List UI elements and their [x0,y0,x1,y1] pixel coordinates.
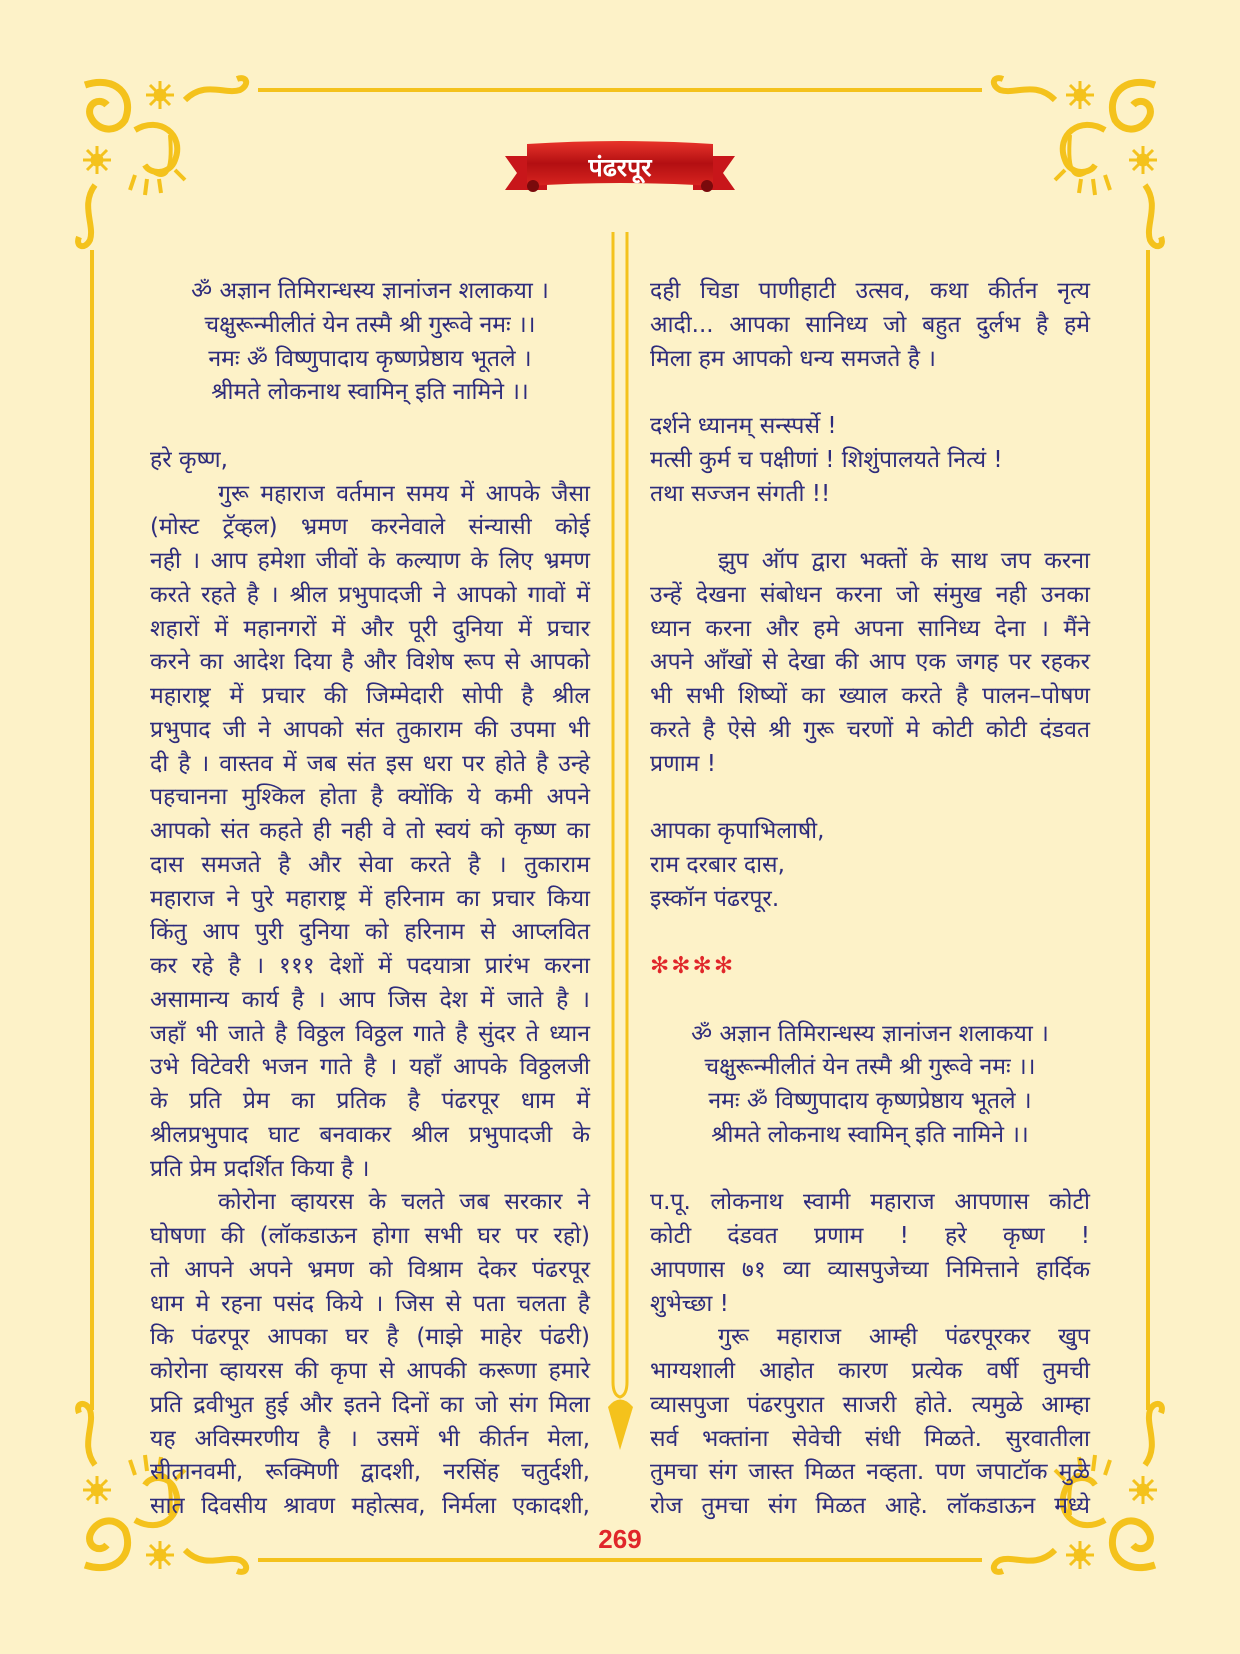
spacer [650,511,1090,545]
verse-block [650,1018,1090,1153]
paragraph [650,410,1090,511]
paragraph [650,545,1090,781]
text-line: ॐ अज्ञान तिमिरान्धस्य ज्ञानांजन शलाकया । [191,278,549,304]
text-line: गुरू महाराज वर्तमान समय में आपके जैसा [218,480,590,507]
text-line: ✻✻✻✻ [650,953,736,979]
text-line: पहचानना मुश्किल होता है क्योंकि ये कमी अपने [150,784,590,811]
text-line: नमः ॐ विष्णुपादाय कृष्णप्रेष्ठाय भूतले । [708,1088,1032,1114]
text-line: श्रीलप्रभुपाद घाट बनवाकर श्रील प्रभुपादजी के [150,1121,590,1148]
text-line: दास समजते है और सेवा करते है । तुकाराम [150,851,590,878]
text-line: नमः ॐ विष्णुपादाय कृष्णप्रेष्ठाय भूतले । [208,345,532,372]
text-line: महाराष्ट्र में प्रचार की जिम्मेदारी सोपी है श्रील [150,683,590,709]
text-line: जहाँ भी जाते है विठ्ठल विठ्ठल गाते है सुंदर ते ध्यान [150,1020,590,1047]
banner-title: पंढरपूर [588,153,652,182]
text-line: तुमचा संग जास्त मिळत नव्हता. पण जपाटॉक मुळे [650,1459,1090,1486]
text-line: तथा सज्जन संगती !! [650,480,831,507]
text-line: तो आपने अपने भ्रमण को विश्राम देकर पंढरपूर [150,1256,590,1283]
text-line: प्रति प्रेम प्रदर्शित किया है । [150,1155,370,1182]
text-line: नही । आप हमेशा जीवों के कल्याण के लिए भ्रमण [150,548,590,574]
text-line: श्रीमते लोकनाथ स्वामिन् इति नामिने ।। [211,379,529,406]
paragraph [650,275,1090,376]
text-line: झुप ऑप द्वारा भक्तों के साथ जप करना [718,548,1090,574]
text-line: गुरू महाराज आम्ही पंढरपूरकर खुप [718,1324,1090,1351]
text-line: असामान्य कार्य है । आप जिस देश में जाते है । [150,986,590,1013]
text-line: सीतानवमी, रूक्मिणी द्वादशी, नरसिंह चतुर्दशी, [150,1459,590,1486]
text-line: भाग्यशाली आहोत कारण प्रत्येक वर्षी तुमची [650,1358,1090,1384]
paragraph [650,1321,1090,1524]
text-line: अपने आँखों से देखा की आप एक जगह पर रहकर [650,649,1090,676]
text-line: राम दरबार दास, [650,851,785,878]
page-number: 269 [598,1524,642,1554]
corner-ornament-top-left [75,75,265,265]
text-line: मत्सी कुर्म च पक्षीणां ! शिशुंपालयते नित्यं ! [650,446,1003,473]
text-line: किंतु आप पुरी दुनिया को हरिनाम से आप्लवित [150,919,590,946]
text-line: शहारों में महानगरों में और पूरी दुनिया में प्रचार [150,615,590,642]
text-line: कोरोना व्हायरस के चलते जब सरकार ने [218,1189,590,1216]
verse-block [150,275,590,410]
text-line: के प्रति प्रेम का प्रतिक है पंढरपूर धाम में [150,1088,590,1114]
spacer [150,410,590,444]
text-line: श्रीमते लोकनाथ स्वामिन् इति नामिने ।। [711,1121,1029,1148]
text-line: प.पू. लोकनाथ स्वामी महाराज आपणास कोटी [650,1189,1090,1216]
title-banner [505,138,735,200]
paragraph [150,444,590,478]
text-line: चक्षुरून्मीलीतं येन तस्मै श्री गुरूवे नमः ।। [704,1054,1036,1081]
text-line: ॐ अज्ञान तिमिरान्धस्य ज्ञानांजन शलाकया । [691,1020,1049,1047]
text-line: इस्कॉन पंढरपूर. [650,885,780,912]
text-line: कि पंढरपूर आपका घर है (माझे माहेर पंढरी) [150,1324,590,1351]
paragraph [150,478,590,1187]
text-line: घोषणा की (लॉकडाऊन होगा सभी घर पर रहो) [150,1223,590,1249]
text-line: सात दिवसीय श्रावण महोत्सव, निर्मला एकादशी, [150,1493,590,1519]
text-line: करते है ऐसे श्री गुरू चरणों मे कोटी कोटी दंडवत [650,716,1090,743]
spacer [650,376,1090,410]
text-line: ध्यान करना और हमे अपना सानिध्य देना । मैंने [650,615,1090,642]
text-line: प्रणाम ! [650,750,716,777]
text-line: आदी... आपका सानिध्य जो बहुत दुर्लभ है हमे [650,311,1090,338]
spacer [650,781,1090,815]
border-right-line [1146,250,1150,1410]
border-top-line [258,88,982,92]
text-line: करने का आदेश दिया है और विशेष रूप से आपको [150,649,590,676]
pendant-icon [608,1400,633,1451]
corner-ornament-top-right [975,75,1165,265]
separator-stars [650,950,1090,984]
paragraph [650,815,1090,916]
spacer [650,1153,1090,1187]
text-line: महाराज ने पुरे महाराष्ट्र में हरिनाम का प्रचार किया [150,885,590,912]
text-line: मिला हम आपको धन्य समजते है । [650,345,936,372]
text-line: प्रति द्रवीभुत हुई और इतने दिनों का जो संग मिला [150,1391,590,1418]
text-line: उभे विटेवरी भजन गाते है । यहाँ आपके विठ्ठलजी [150,1054,590,1081]
text-line: यह अविस्मरणीय है । उसमें भी कीर्तन मेला, [150,1425,590,1452]
text-line: करते रहते है । श्रील प्रभुपादजी ने आपको गावों में [150,581,590,608]
text-line: दर्शने ध्यानम् सन्स्पर्से ! [650,413,837,439]
text-line: आपका कृपाभिलाषी, [650,818,825,844]
text-line: कर रहे है । १११ देशों में पदयात्रा प्रारंभ करना [150,953,590,979]
border-bottom-line [258,1558,982,1562]
text-line: दी है । वास्तव में जब संत इस धरा पर होते है उन्हे [150,750,590,777]
text-line: कोरोना व्हायरस की कृपा से आपकी करूणा हमारे [150,1358,590,1384]
spacer [650,984,1090,1018]
text-line: आपणास ७१ व्या व्यासपुजेच्या निमित्ताने हार्दिक [650,1256,1090,1283]
right-column [650,275,1090,1524]
text-line: शुभेच्छा ! [650,1290,729,1317]
text-line: दही चिडा पाणीहाटी उत्सव, कथा कीर्तन नृत्य [650,278,1090,304]
text-line: धाम मे रहना पसंद किये । जिस से पता चलता है [150,1290,590,1317]
text-line: कोटी दंडवत प्रणाम ! हरे कृष्ण ! [650,1223,1090,1249]
text-line: (मोस्ट ट्रॅव्हल) भ्रमण करनेवाले संन्यासी कोई [150,514,590,541]
text-line: व्यासपुजा पंढरपुरात साजरी होते. त्यमुळे आम्हा [650,1391,1090,1418]
paragraph [150,1186,590,1524]
text-line: उन्हें देखना संबोधन करना जो संमुख नही उनका [650,581,1090,608]
text-line: हरे कृष्ण, [150,446,228,473]
paragraph [650,1186,1090,1321]
text-line: भी सभी शिष्यों का ख्याल करते है पालन–पोषण [650,683,1090,709]
text-line: रोज तुमचा संग मिळत आहे. लॉकडाऊन मध्ये [650,1493,1090,1519]
column-divider [600,232,640,1457]
border-left-line [90,250,94,1410]
text-line: सर्व भक्तांना सेवेची संधी मिळते. सुरवातीला [650,1425,1090,1452]
text-line: प्रभुपाद जी ने आपको संत तुकाराम की उपमा भी [150,716,590,743]
left-column [150,275,590,1524]
text-line: आपको संत कहते ही नही वे तो स्वयं को कृष्ण का [150,818,590,844]
text-line: चक्षुरून्मीलीतं येन तस्मै श्री गुरूवे नमः ।। [204,311,536,338]
spacer [650,916,1090,950]
